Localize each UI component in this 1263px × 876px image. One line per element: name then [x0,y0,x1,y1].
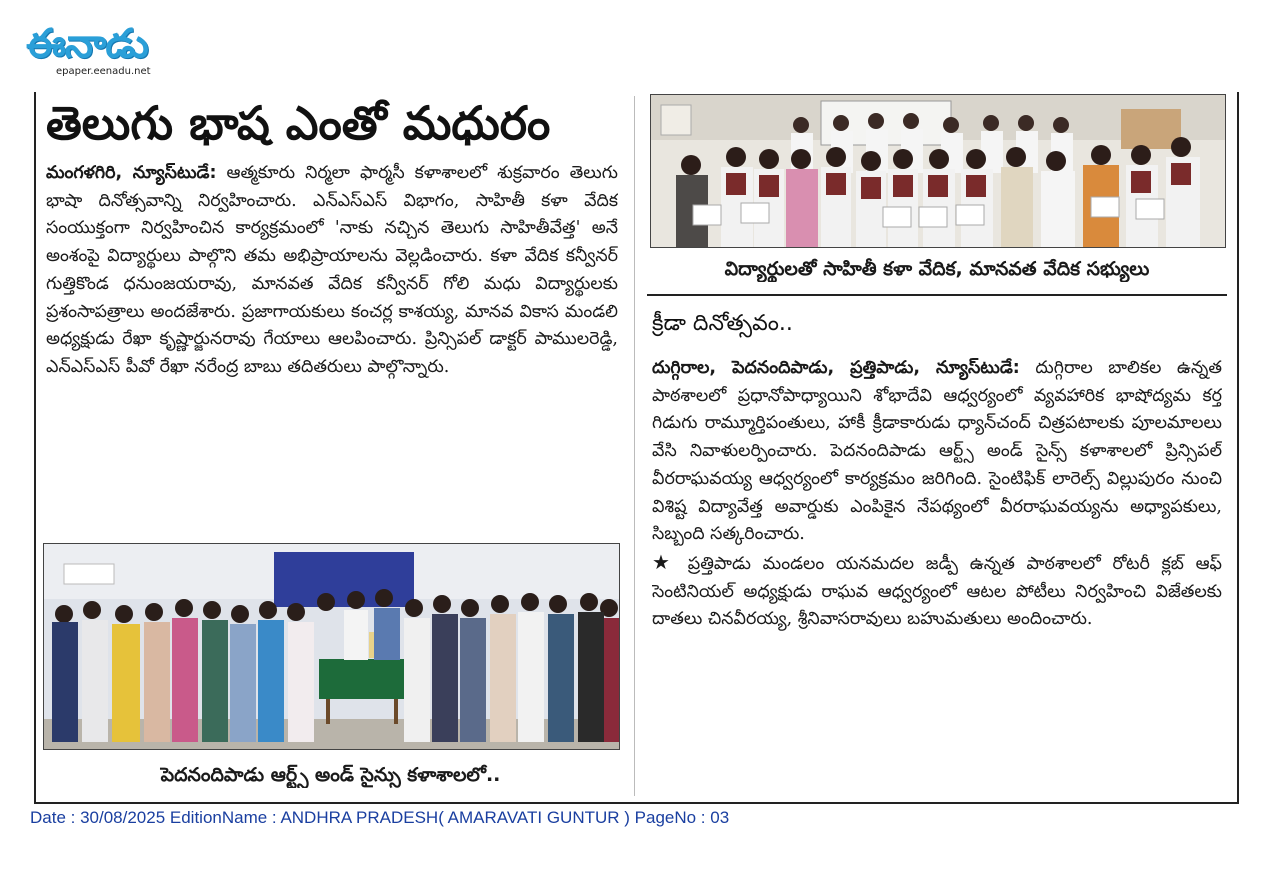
college-photo-illustration [44,544,619,749]
edition-footer: Date : 30/08/2025 EditionName : ANDHRA PRADESH( AMARAVATI GUNTUR ) PageNo : 03 [30,808,730,827]
eenadu-logo [26,22,186,84]
college-photo-caption: పెదనందిపాడు ఆర్ట్స్ అండ్ సైన్సు కళాశాలలో.. [160,764,501,786]
article1-dateline: మంగళగిరి, న్యూస్‌టుడే: [46,163,217,183]
students-photo-illustration [651,95,1225,247]
article1-headline: తెలుగు భాష ఎంతో మధురం [46,96,551,150]
logo-url: epaper.eenadu.net [56,66,151,77]
students-group-photo [650,94,1226,248]
students-photo-caption: విద్యార్థులతో సాహితీ కళా వేదిక, మానవత వేదిక సభ్యులు [724,258,1150,280]
article2-body [652,355,1222,795]
section-rule [647,294,1227,296]
article2-bullet-text: ప్రత్తిపాడు మండలం యనమదల జడ్పీ ఉన్నత పాఠశాలలో రోటరీ క్లబ్ ఆఫ్ సెంటినియల్ అధ్యక్షుడు రాఘవ ఆధ్వర్యంలో ఆటల పోటీలు నిర్వహించి విజేతలకు దాతలు చినవీరయ్య, శ్రీనివాసరావులు బహుమతులు అందించారు. [652,553,1222,630]
college-group-photo [43,543,620,750]
article2-text: దుగ్గిరాల బాలికల ఉన్నత పాఠశాలలో ప్రధానోపాధ్యాయిని శోభాదేవి ఆధ్వర్యంలో వ్యవహారిక భాషోద్యమ కర్త గిడుగు రామ్మూర్తిపంతులు, హాకీ క్రీడాకారుడు ధ్యాన్‌చంద్ చిత్రపటాలకు పూలమాలలు వేసి నివాళులర్పించారు. పెదనందిపాడు ఆర్ట్స్ అండ్ సైన్స్ కళాశాలలో ప్రిన్సిపల్ వీరరాఘవయ్య ఆధ్వర్యంలో కార్యక్రమం జరిగింది. సైంటిఫిక్ లారెల్స్ విల్లుపురం నుంచి విశిష్ట విద్యావేత్త అవార్డుకు ఎంపికైన నేపథ్యంలో వీరరాఘవయ్యను అధ్యాపకులు, సిబ్బంది సత్కరించారు. [652,358,1222,545]
column-divider [634,96,635,796]
article1-body [46,160,618,530]
star-bullet-icon: ★ [652,549,677,574]
article2-dateline: దుగ్గిరాల, పెదనందిపాడు, ప్రత్తిపాడు, న్యూస్‌టుడే: [652,358,1020,378]
logo-wordmark: ఈనాడు [26,21,148,67]
article1-text: ఆత్మకూరు నిర్మలా ఫార్మసీ కళాశాలలో శుక్రవారం తెలుగు భాషా దినోత్సవాన్ని నిర్వహించారు. ఎన్‌ఎస్‌ఎస్ విభాగం, సాహితీ కళా వేదిక సంయుక్తంగా నిర్వహించిన కార్యక్రమంలో 'నాకు నచ్చిన తెలుగు సాహితీవేత్త' అనే అంశంపై విద్యార్థులు పాల్గొని తమ అభిప్రాయాలను వెల్లడించారు. కళా వేదిక కన్వీనర్ గుత్తికొండ ధనుంజయరావు, మానవత వేదిక కన్వీనర్ గోలి మధు విద్యార్థులకు ప్రశంసాపత్రాలు అందజేశారు. ప్రజాగాయకులు కంచర్ల కాశయ్య, మానవ వికాస మండలి అధ్యక్షుడు రేఖా కృష్ణార్జునరావు గేయాలు ఆలపించారు. ప్రిన్సిపల్ డాక్టర్ పాములరెడ్డి, ఎన్‌ఎస్‌ఎస్ పీవో రేఖా నరేంద్ర బాబు తదితరులు పాల్గొన్నారు. [46,163,618,377]
article2-heading: క్రీడా దినోత్సవం.. [652,311,793,336]
